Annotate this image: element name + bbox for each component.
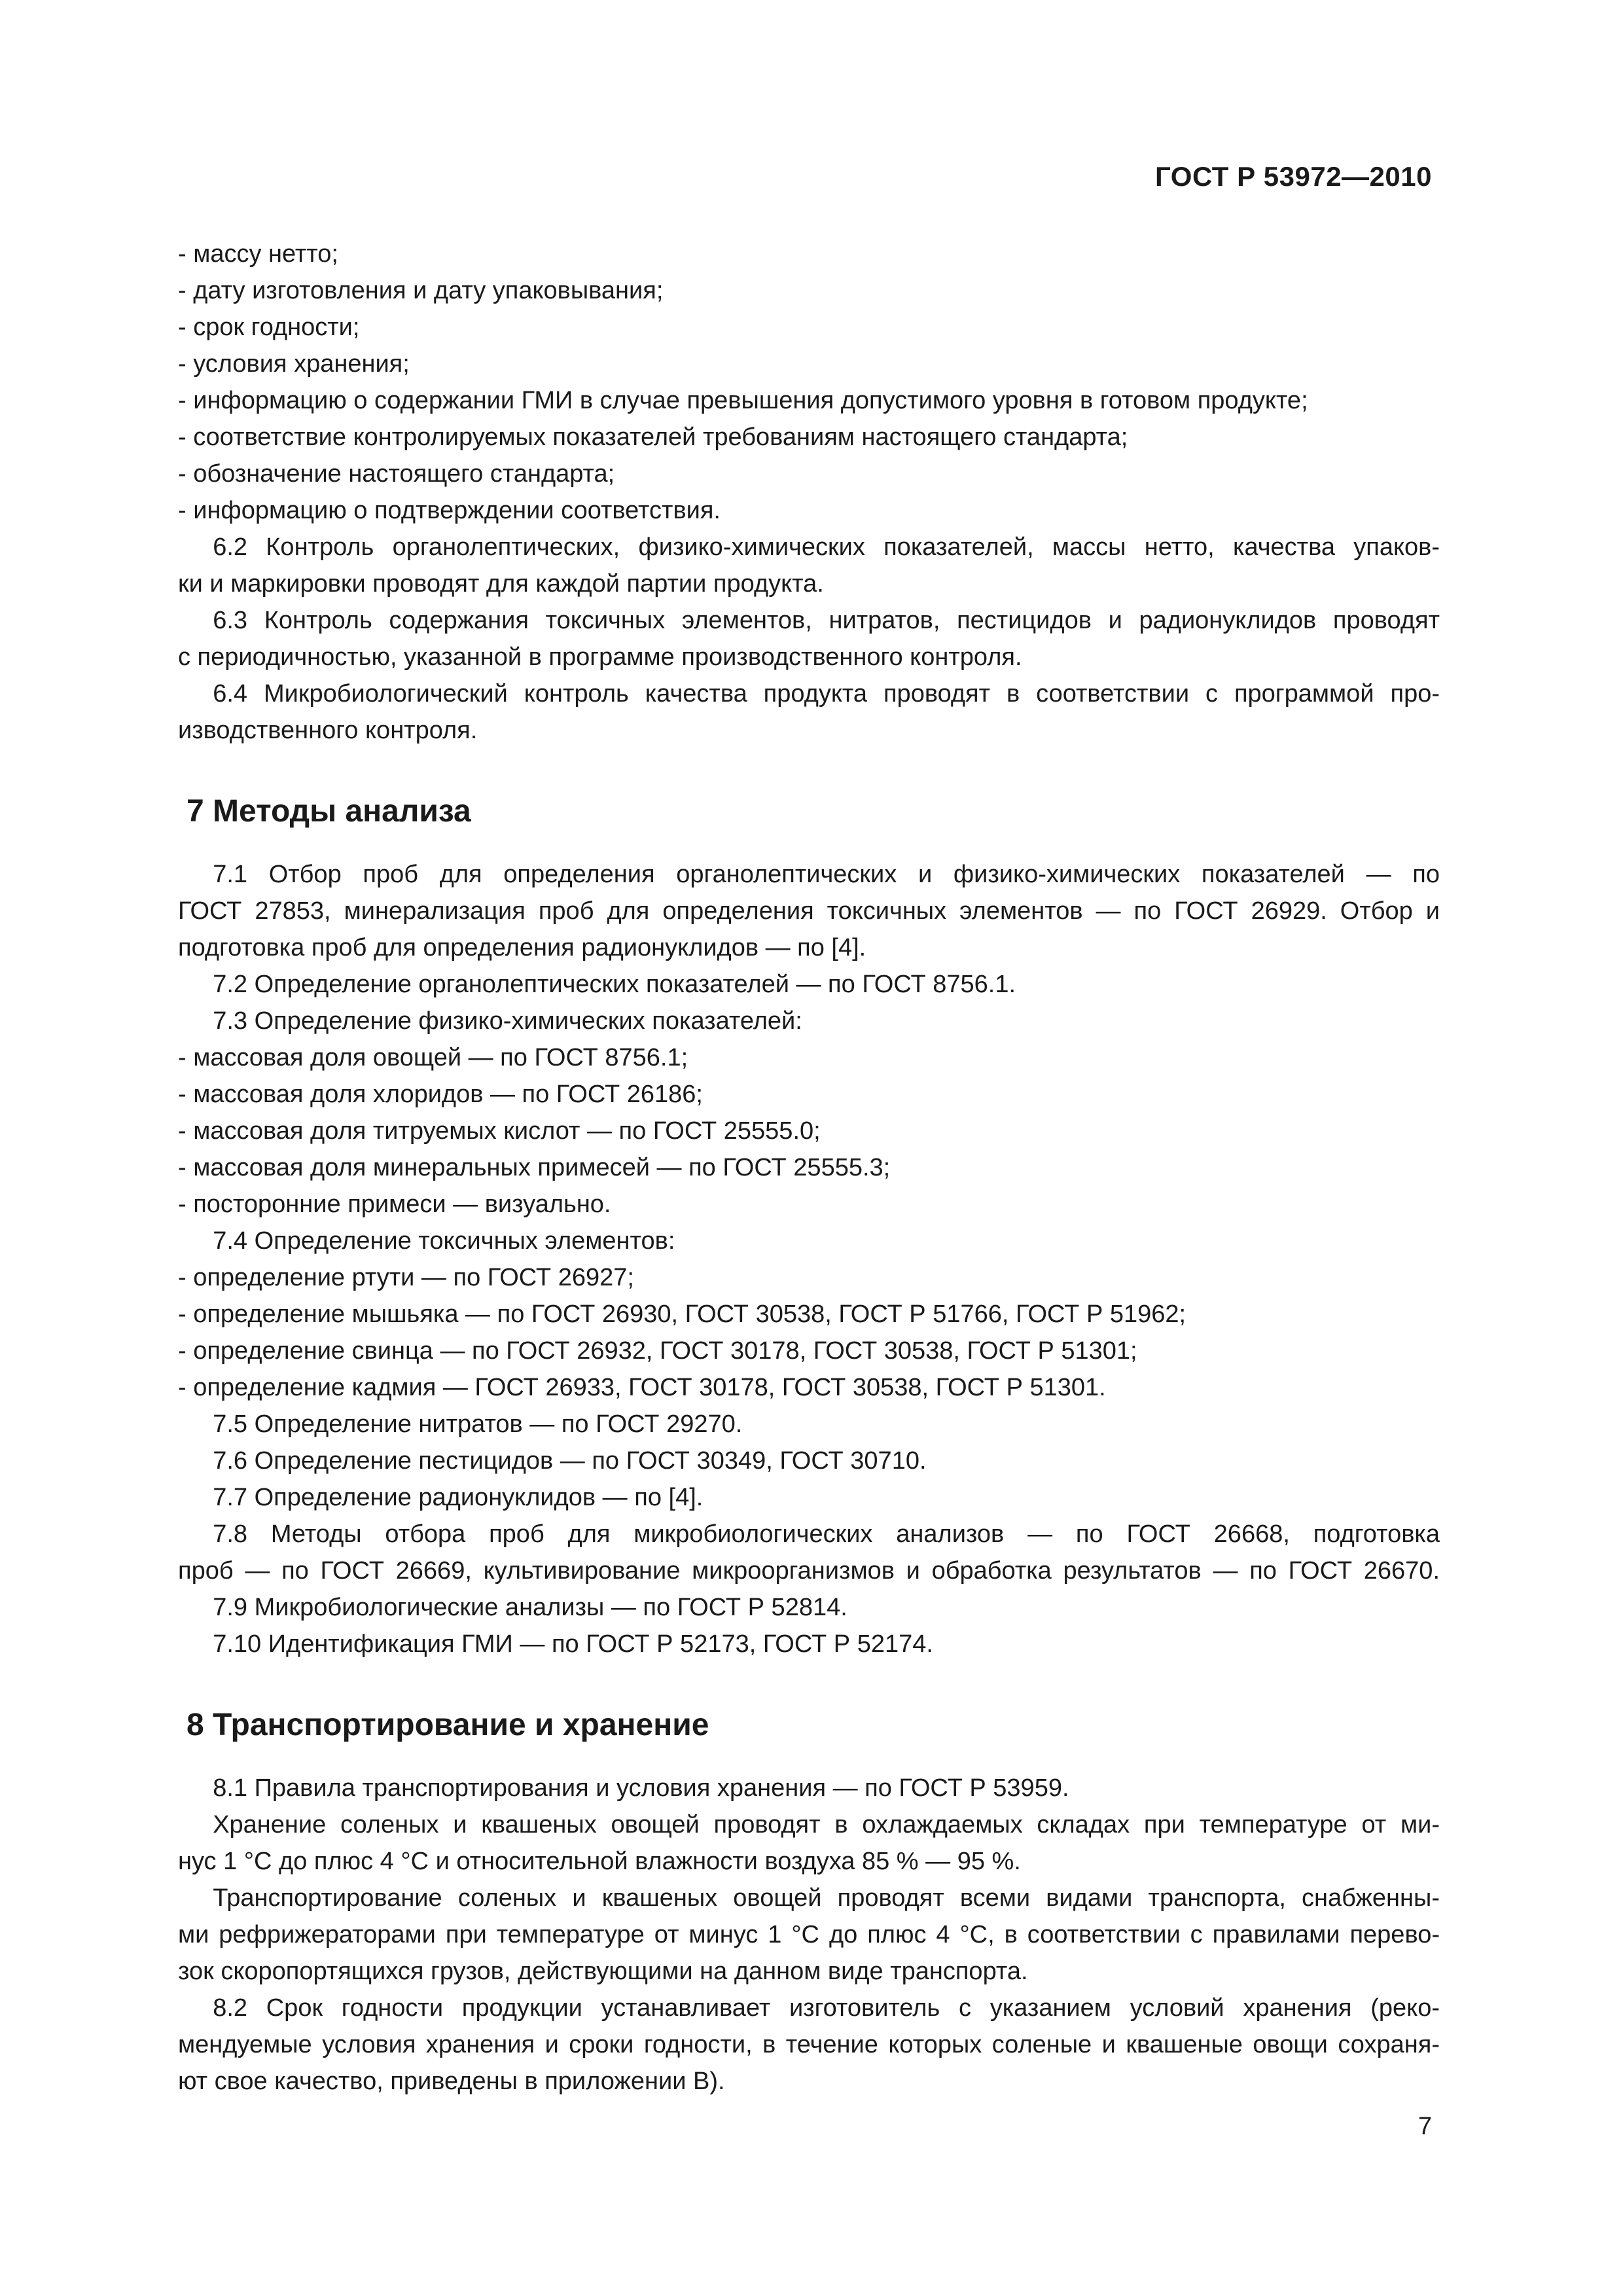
list-item: - массовая доля овощей — по ГОСТ 8756.1; — [178, 1044, 688, 1071]
list-item: - информацию о содержании ГМИ в случае превышения допустимого уровня в готовом продукте; — [178, 387, 1308, 414]
transport-paragraph — [178, 1880, 1440, 1990]
marking-list — [178, 236, 1440, 529]
clause-7-6: 7.6 Определение пестицидов — по ГОСТ 30349, ГОСТ 30710. — [213, 1447, 927, 1475]
clause-7-5: 7.5 Определение нитратов — по ГОСТ 29270. — [213, 1410, 743, 1438]
list-item: - обозначение настоящего стандарта; — [178, 460, 615, 488]
list-item: - посторонние примеси — визуально. — [178, 1191, 611, 1218]
section-7-heading: 7 Методы анализа — [187, 794, 471, 829]
page-content — [178, 236, 1440, 2100]
paragraph-line: Хранение соленых и квашеных овощей проводят в охлаждаемых складах при температуре от ми- — [213, 1811, 1440, 1839]
paragraph-line: 6.2 Контроль органолептических, физико-химических показателей, массы нетто, качества упаков- — [213, 533, 1440, 561]
paragraph-line: 8.2 Срок годности продукции устанавливает изготовитель с указанием условий хранения (реко- — [213, 1994, 1440, 2022]
list-item: - массовая доля минеральных примесей — по ГОСТ 25555.3; — [178, 1154, 891, 1181]
list-item: - определение свинца — по ГОСТ 26932, ГОСТ 30178, ГОСТ 30538, ГОСТ Р 51301; — [178, 1337, 1137, 1365]
list-item: - соответствие контролируемых показателей требованиям настоящего стандарта; — [178, 423, 1128, 451]
clause-6-3 — [178, 602, 1440, 675]
document-code-header: ГОСТ Р 53972—2010 — [1155, 161, 1432, 192]
paragraph-line: зок скоропортящихся грузов, действующими на данном виде транспорта. — [178, 1958, 1028, 1985]
clause-8-2 — [178, 1990, 1440, 2100]
paragraph-line: мендуемые условия хранения и сроки годности, в течение которых соленые и квашеные овощи сохраня- — [178, 2031, 1440, 2058]
list-item: - определение ртути — по ГОСТ 26927; — [178, 1264, 634, 1291]
clause-6-4 — [178, 675, 1440, 749]
list-item: - дату изготовления и дату упаковывания; — [178, 277, 664, 304]
paragraph-line: проб — по ГОСТ 26669, культивирование микроорганизмов и обработка результатов — по ГОСТ 26670. — [178, 1557, 1440, 1585]
storage-paragraph — [178, 1806, 1440, 1880]
section-8-heading: 8 Транспортирование и хранение — [187, 1708, 709, 1742]
paragraph-line: нус 1 °С до плюс 4 °С и относительной влажности воздуха 85 % — 95 %. — [178, 1848, 1021, 1875]
list-item: - определение мышьяка — по ГОСТ 26930, ГОСТ 30538, ГОСТ Р 51766, ГОСТ Р 51962; — [178, 1300, 1186, 1328]
list-item: - массовая доля хлоридов — по ГОСТ 26186; — [178, 1081, 703, 1108]
clause-7-2: 7.2 Определение органолептических показателей — по ГОСТ 8756.1. — [213, 971, 1016, 998]
paragraph-line: ми рефрижераторами при температуре от минус 1 °С до плюс 4 °С, в соответствии с правилами перево- — [178, 1921, 1440, 1948]
paragraph-line: изводственного контроля. — [178, 717, 478, 744]
paragraph-line: подготовка проб для определения радионуклидов — по [4]. — [178, 934, 866, 961]
paragraph-line: ют свое качество, приведены в приложении В). — [178, 2068, 725, 2095]
clause-7-3: 7.3 Определение физико-химических показателей: — [213, 1007, 802, 1035]
paragraph-line: 6.4 Микробиологический контроль качества продукта проводят в соответствии с программой про- — [213, 680, 1440, 708]
paragraph-line: 6.3 Контроль содержания токсичных элементов, нитратов, пестицидов и радионуклидов проводят — [213, 607, 1440, 634]
clause-7-1 — [178, 856, 1440, 966]
list-item: - определение кадмия — ГОСТ 26933, ГОСТ 30178, ГОСТ 30538, ГОСТ Р 51301. — [178, 1374, 1106, 1401]
page-number: 7 — [1418, 2113, 1432, 2140]
paragraph-line: 7.8 Методы отбора проб для микробиологических анализов — по ГОСТ 26668, подготовка — [213, 1520, 1440, 1548]
clause-7-10: 7.10 Идентификация ГМИ — по ГОСТ Р 52173, ГОСТ Р 52174. — [213, 1630, 933, 1658]
clause-7-4: 7.4 Определение токсичных элементов: — [213, 1227, 675, 1255]
clause-7-7: 7.7 Определение радионуклидов — по [4]. — [213, 1484, 704, 1511]
list-item: - условия хранения; — [178, 350, 410, 378]
clause-8-1: 8.1 Правила транспортирования и условия хранения — по ГОСТ Р 53959. — [213, 1774, 1069, 1802]
toxic-elements-list — [178, 1259, 1440, 1406]
physico-chemical-list — [178, 1039, 1440, 1223]
clause-7-9: 7.9 Микробиологические анализы — по ГОСТ Р 52814. — [213, 1594, 847, 1621]
list-item: - массовая доля титруемых кислот — по ГОСТ 25555.0; — [178, 1117, 821, 1145]
list-item: - информацию о подтверждении соответствия. — [178, 497, 721, 524]
paragraph-line: с периодичностью, указанной в программе производственного контроля. — [178, 643, 1022, 671]
paragraph-line: ки и маркировки проводят для каждой партии продукта. — [178, 570, 824, 598]
list-item: - массу нетто; — [178, 240, 338, 268]
paragraph-line: ГОСТ 27853, минерализация проб для определения токсичных элементов — по ГОСТ 26929. Отбор и — [178, 897, 1440, 925]
paragraph-line: 7.1 Отбор проб для определения органолептических и физико-химических показателей — по — [213, 861, 1440, 888]
paragraph-line: Транспортирование соленых и квашеных овощей проводят всеми видами транспорта, снабженны- — [213, 1884, 1440, 1912]
clause-6-2 — [178, 529, 1440, 602]
clause-7-8 — [178, 1516, 1440, 1589]
list-item: - срок годности; — [178, 314, 360, 341]
